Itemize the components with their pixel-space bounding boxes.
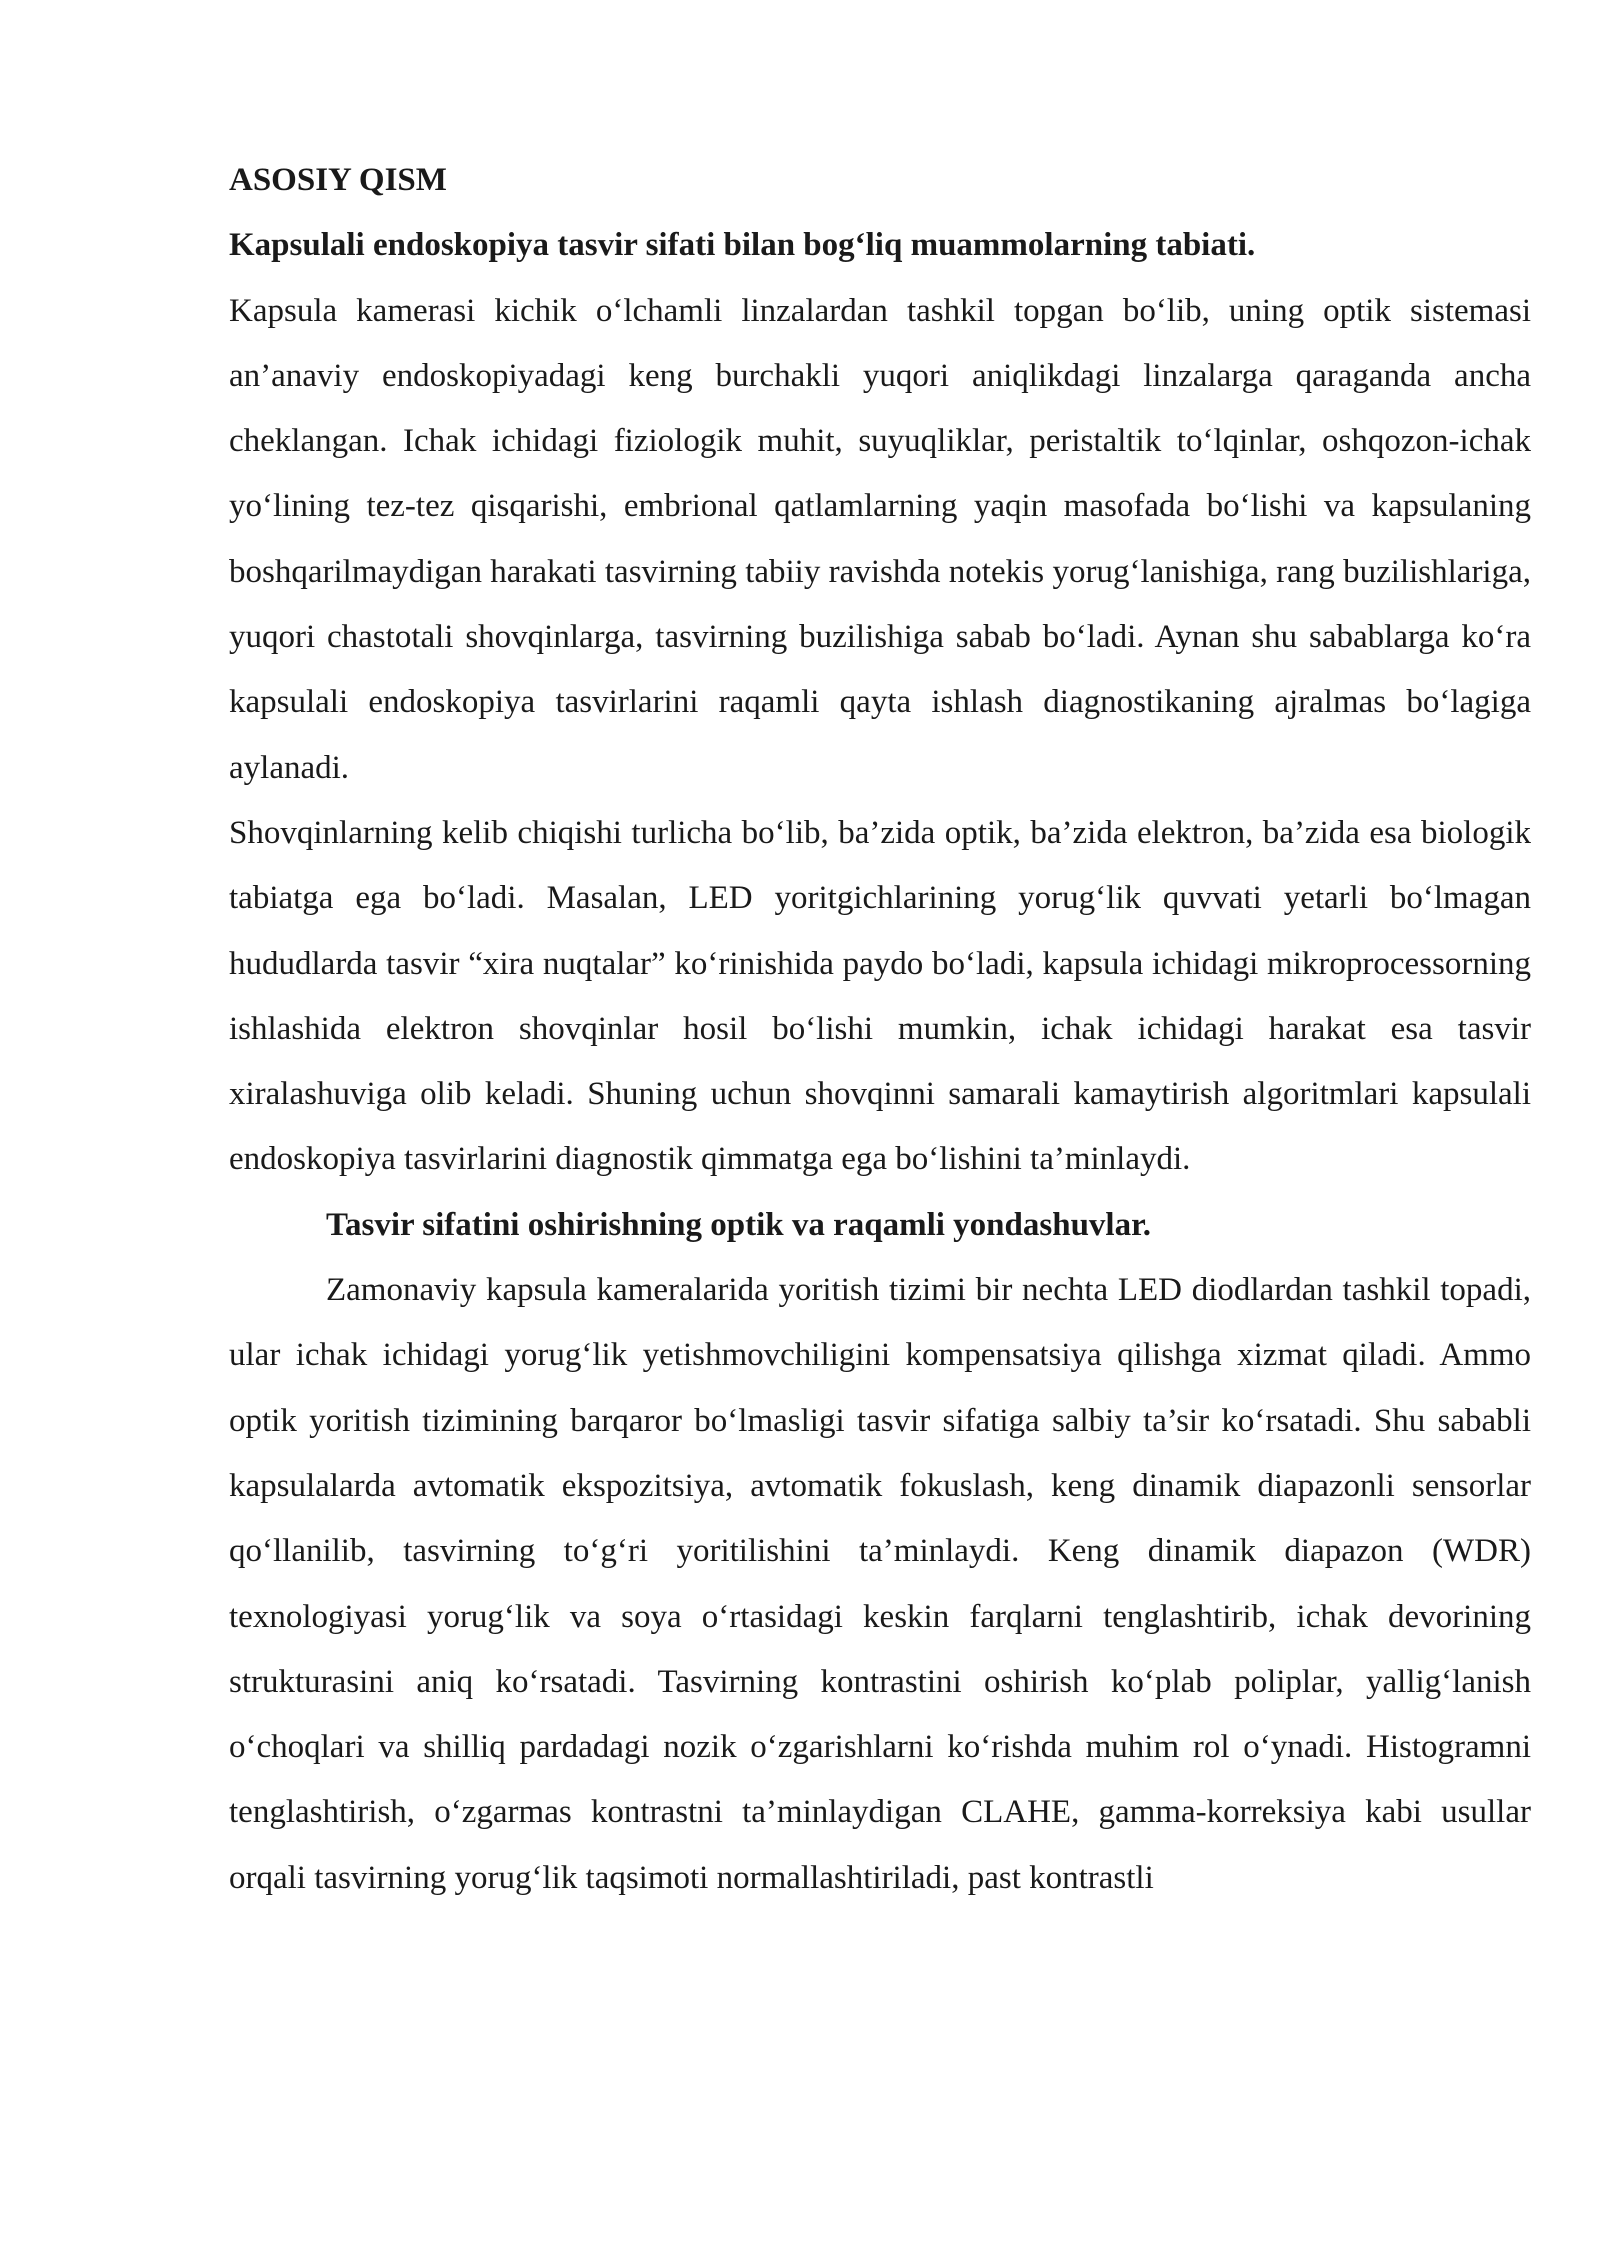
heading-optical-digital-approaches: Tasvir sifatini oshirishning optik va raqamli yondashuvlar. [326,1206,1151,1243]
document-body [229,148,1531,1911]
paragraph-noise-origin: Shovqinlarning kelib chiqishi turlicha bo‘lib, ba’zida optik, ba’zida elektron, ba’zida esa biologik tabiatga ega bo‘ladi. Masalan, LED yoritgichlarining yorug‘lik quvvati yetarli bo‘lmagan hududlarda tasvir “xira nuqtalar” ko‘rinishida paydo bo‘ladi, kapsula ichidagi mikroprocessorning ishlashida elektron shovqinlar hosil bo‘lishi mumkin, ichak ichidagi harakat esa tasvir xiralashuviga olib keladi. Shuning uchun shovqinni samarali kamaytirish algoritmlari kapsulali endoskopiya tasvirlarini diagnostik qimmatga ega bo‘lishini ta’minlaydi. [229,814,1531,1178]
paragraph-capsule-camera: Kapsula kamerasi kichik o‘lchamli linzalardan tashkil topgan bo‘lib, uning optik sistemasi an’anaviy endoskopiyadagi keng burchakli yuqori aniqlikdagi linzalarga qaraganda ancha cheklangan. Ichak ichidagi fiziologik muhit, suyuqliklar, peristaltik to‘lqinlar, oshqozon-ichak yo‘lining tez-tez qisqarishi, embrional qatlamlarning yaqin masofada bo‘lishi va kapsulaning boshqarilmaydigan harakati tasvirning tabiiy ravishda notekis yorug‘lanishiga, rang buzilishlariga, yuqori chastotali shovqinlarga, tasvirning buzilishiga sabab bo‘ladi. Aynan shu sabablarga ko‘ra kapsulali endoskopiya tasvirlarini raqamli qayta ishlash diagnostikaning ajralmas bo‘lagiga aylanadi. [229,292,1531,786]
section-title: ASOSIY QISM [229,162,447,198]
heading-nature-of-problems: Kapsulali endoskopiya tasvir sifati bilan bog‘liq muammolarning tabiati. [229,227,1256,264]
paragraph-modern-capsule-lighting: Zamonaviy kapsula kameralarida yoritish tizimi bir nechta LED diodlardan tashkil topadi, ular ichak ichidagi yorug‘lik yetishmovchiligini kompensatsiya qilishga xizmat qiladi. Ammo optik yoritish tizimining barqaror bo‘lmasligi tasvir sifatiga salbiy ta’sir ko‘rsatadi. Shu sababli kapsulalarda avtomatik ekspozitsiya, avtomatik fokuslash, keng dinamik diapazonli sensorlar qo‘llanilib, tasvirning to‘g‘ri yoritilishini ta’minlaydi. Keng dinamik diapazon (WDR) texnologiyasi yorug‘lik va soya o‘rtasidagi keskin farqlarni tenglashtirib, ichak devorining strukturasini aniq ko‘rsatadi. Tasvirning kontrastini oshirish ko‘plab poliplar, yallig‘lanish o‘choqlari va shilliq pardadagi nozik o‘zgarishlarni ko‘rishda muhim rol o‘ynadi. Histogramni tenglashtirish, o‘zgarmas kontrastni ta’minlaydigan CLAHE, gamma-korreksiya kabi usullar orqali tasvirning yorug‘lik taqsimoti normallashtiriladi, past kontrastli [229,1272,1531,1896]
